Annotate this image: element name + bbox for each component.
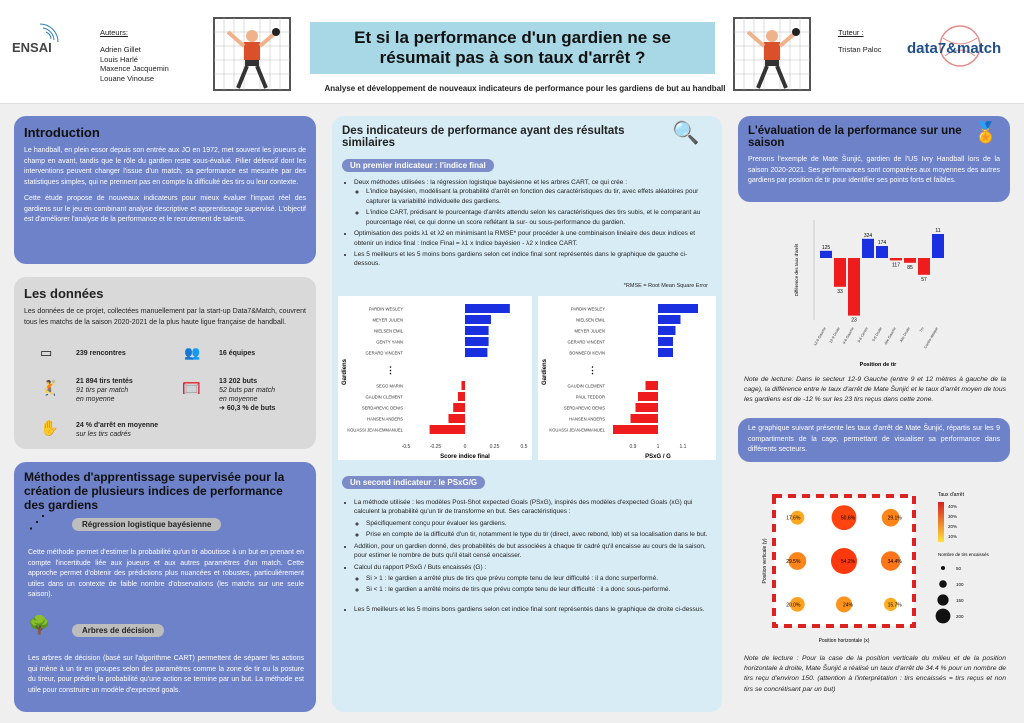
sector-count-0: 125 [821, 244, 831, 251]
tutor-block [838, 28, 882, 54]
bar-2 [465, 326, 489, 335]
chart-secteurs [790, 210, 950, 370]
bar-label-2: MEYER JULIEN [574, 328, 605, 334]
bar-label-6: PAUL TEDDOR [575, 394, 605, 400]
stat-buts-sub1: 52 buts par match [219, 387, 276, 395]
bar-4 [658, 348, 673, 357]
tutor-label: Tuteur : [838, 28, 864, 37]
xtick-4: 0.5 [520, 444, 528, 450]
x-axis-label: PSxG / G [645, 454, 671, 460]
methodes-card [14, 462, 316, 712]
bar-2 [658, 326, 676, 335]
magnifier-chart-icon: 🔍 [672, 120, 700, 145]
bar-label-7: SERDAREVIC DENIS [361, 405, 403, 411]
field-icon: ▭ [40, 345, 53, 360]
evaluation-p1: Prenons l'exemple de Mate Šunjić, gardien de l'US Ivry Handball lors de la saison 2020-2021. Ses performances sont comparées aux moyennes des autres gardiens par position de tir pour identifier ses points forts et faibles. [748, 156, 1000, 184]
bullet-2: • Optimisation des poids λ1 et λ2 en minimisant la RMSE* pour procéder à une combinaison linéaire des deux indices et obtenir un indice final : Indice Final = λ1 x Indice bayésien - λ2 x Indice CART. [354, 229, 712, 248]
stat-pct-buts: 60,3 % de buts [226, 405, 276, 413]
bar-label-1: NIELSEN EMIL [576, 317, 605, 323]
sector-bar-4 [876, 246, 888, 258]
sector-count-7: 57 [921, 276, 927, 283]
stat-arret-sub: sur les tirs cadrés [76, 431, 131, 439]
intro-p1: Le handball, en plein essor depuis son entrée aux JO en 1972, met souvent les joueurs de champ en avant, tandis que le rôle du gardien reste sous-évalué. Pilier défensif dont les interventions peuvent changer l'issue d'un match, sa performance est mesurée par des statistiques simples, qui ne prennent pas en compte la difficulté des tirs ou leur contexte. [24, 147, 306, 186]
indicateur-1-list [354, 178, 712, 269]
bar-6 [638, 392, 658, 401]
bar-9 [430, 425, 465, 434]
xtick-0: -0.5 [401, 444, 411, 450]
ellipsis-dots: ⋮ [386, 365, 395, 375]
sector-count-1: 33 [837, 288, 843, 295]
legend-size-dot-2 [937, 594, 948, 605]
sector-y-label: Différence des taux d'arrêt [794, 243, 799, 297]
ensai-logo-text: ENSAI [12, 40, 52, 55]
sector-bar-5 [890, 258, 902, 260]
bullet-1a: ◦ L'indice bayésien, modélisant la probabilité d'arrêt en fonction des caractéristiques du tir, avec effets aléatoires pour capturer la variabilité individuelle des gardiens. [366, 187, 712, 206]
bar-9 [613, 425, 658, 434]
evaluation-title: L'évaluation de la performance sur une saison [748, 125, 962, 149]
legend-size-dot-3 [936, 609, 951, 624]
chart-cage [760, 478, 1000, 648]
author-2: Louis Harlé [100, 54, 138, 64]
legend-color-bar [938, 502, 944, 542]
evaluation-p2: Le graphique suivant présente les taux d'arrêt de Mate Šunjić, répartis sur les 9 compartiments de la cage, permettant de visualiser sa performance dans différents secteurs. [748, 425, 1000, 453]
evaluation-box2 [738, 418, 1010, 462]
bar-label-9: KOUASSI JEAN-EMMANUEL [549, 427, 605, 433]
bullet-1: • Deux méthodes utilisées : la régression logistique bayésienne et les arbres CART, ce qui crée : ◦ L'indice bayésien, modélisant la probabilité d'arrêt en fonction des caractéristiques du tir, avec effets aléatoires pour capturer la variabilité individuelle des gardiens. ◦ L'indice CART, prédisant le pourcentage d'arrêts attendu selon les caractéristiques des tirs subis, et le comparant au pourcentage réel, ce qui donne un score reflétant la sur- ou sous-performance du gardien. [354, 178, 712, 227]
tutor-name: Tristan Paloc [838, 45, 882, 54]
bar-5 [646, 381, 659, 390]
legend-color-tick-1: 30% [948, 514, 958, 519]
bar-5 [461, 381, 465, 390]
bar-label-7: SERDAREVIC DENIS [563, 405, 605, 411]
cage-label-1: 50.6% [840, 515, 856, 522]
legend-size-tick-3: 200 [956, 614, 964, 619]
legend-color-tick-0: 40% [948, 504, 958, 509]
ellipsis-dots: ⋮ [588, 365, 597, 375]
bar-label-9: KOUASSI JEAN-EMMANUEL [347, 427, 403, 433]
bar-6 [458, 392, 465, 401]
bar-label-2: NIELSEN EMIL [374, 328, 403, 334]
sector-cat-0: 12-9 Gauche [813, 326, 827, 347]
sector-count-5: 117 [892, 262, 900, 269]
donnees-card [14, 277, 316, 449]
sector-cat-1: 12-9 Droite [828, 326, 841, 344]
xtick-2: 0 [463, 444, 467, 450]
sector-count-6: 85 [907, 264, 913, 271]
y-axis-label: Gardiens [542, 358, 548, 386]
shooter-icon: 🤾 [40, 380, 59, 397]
sector-count-3: 324 [863, 232, 873, 239]
sector-bar-6 [904, 258, 916, 263]
stat-tirs-main: 21 894 tirs tentés [76, 378, 133, 385]
legend-color-title: Taux d'arrêt [938, 492, 964, 498]
page-subtitle: Analyse et développement de nouveaux indicateurs de performance pour les gardiens de but au handball [324, 84, 726, 93]
glove-icon: ✋ [40, 420, 59, 437]
sector-count-4: 174 [877, 240, 887, 246]
bar-label-1: MEYER JULIEN [372, 317, 403, 323]
bar-8 [631, 414, 659, 423]
bar-label-8: HANSEN ANDERS [569, 416, 605, 422]
legend-size-tick-0: 50 [956, 566, 962, 571]
legend-size-title: Nombre de tirs encaissés [938, 552, 989, 557]
bullet-1b: ◦ L'indice CART, prédisant le pourcentage d'arrêts attendu selon les caractéristiques des tirs subis, et le comparant au pourcentage réel, ce qui donne un score reflétant la sur- ou sous-performance du gardien. [366, 208, 712, 227]
authors-block [100, 28, 169, 83]
header [0, 0, 1024, 104]
bar-7 [636, 403, 659, 412]
legend-color-tick-2: 20% [948, 524, 958, 529]
rmse-note: *RMSE = Root Mean Square Error [623, 283, 708, 289]
sector-cat-6: Aile Droite [899, 326, 911, 343]
indicateurs-title: Des indicateurs de performance ayant des résultats similaires [342, 125, 625, 149]
bar-7 [453, 403, 465, 412]
donnees-p: Les données de ce projet, collectées manuellement par la start-up Data7&Match, couvrent tous les matchs de la saison 2020-2021 de la plus haute ligue française de handball. [24, 308, 306, 326]
xtick-3: 0.25 [489, 444, 500, 450]
sector-bar-7 [918, 258, 930, 275]
bar-label-8: HANSEN ANDERS [367, 416, 403, 422]
intro-card [14, 116, 316, 264]
legend-size-dot-1 [939, 580, 947, 588]
cage-x-label: Position horizontale (x) [818, 638, 870, 644]
sector-cat-5: Aile Gauche [883, 326, 897, 346]
pill-indicateur-1: Un premier indicateur : l'indice final [342, 159, 494, 172]
author-4: Louane Vinouse [100, 73, 155, 83]
bar-1 [465, 315, 491, 324]
medal-icon: 🏅 [973, 122, 998, 144]
regression-p: Cette méthode permet d'estimer la probabilité qu'un tir aboutisse à un but en prenant en compte l'incertitude liée aux joueurs et aux autres paramètres d'un match. Cette approche permet d'obtenir des prédictions plus nuancées et robustes, particulièrement utiles dans un contexte de faible nombre d'observations (les matchs sur une seule saison). [28, 549, 304, 598]
cage-label-3: 29.5% [786, 559, 801, 565]
regression-icon: ⋰ [28, 512, 46, 532]
title-box [310, 22, 715, 74]
bar-0 [465, 304, 510, 313]
stat-buts-sub2: en moyenne [219, 396, 258, 404]
goalkeeper-illustration-right [732, 12, 812, 92]
tree-p: Les arbres de décision (basé sur l'algorithme CART) permettent de séparer les actions qui mène à un tir en groupes selon des paramètres comme la zone de tir ou la posture du tireur, pour prédire la probabilité qu'une action se termine par un but. La méthode est utile pour construire un modèle d'expected goals. [28, 655, 304, 694]
bullet-3: • Les 5 meilleurs et les 5 moins bons gardiens selon cet indice final sont représentés dans le graphique de gauche ci-dessous. [354, 250, 712, 269]
cage-label-7: 24% [842, 602, 854, 609]
legend-size-tick-2: 150 [956, 598, 964, 603]
evaluation-card [738, 116, 1010, 202]
stat-tirs-sub1: 91 tirs par match [76, 387, 129, 395]
data7match-logo-text: data7&match [907, 40, 1002, 57]
methodes-title: Méthodes d'apprentissage supervisée pour la création de plusieurs indices de performance des gardiens [24, 470, 285, 512]
intro-p2: Cette étude propose de nouveaux indicateurs pour mieux évaluer l'impact réel des gardiens sur le jeu en combinant analyse descriptive et apprentissage supervisé. L'objectif est d'améliorer l'analyse de la performance et le recrutement de talents. [24, 195, 306, 223]
cage-label-0: 17.6% [786, 515, 801, 522]
author-3: Maxence Jacquemin [100, 64, 169, 74]
regression-label: Régression logistique bayésienne [72, 518, 221, 531]
donnees-title: Les données [24, 286, 104, 301]
sector-count-8: 11 [935, 228, 941, 234]
evaluation-note1: Note de lecture: Dans le secteur 12-9 Gauche (entre 9 et 12 mètres à gauche de la cage), la différence entre le taux d'arrêt de Mate Šunjić et le taux d'arrêt moyen de tous les gardiens est de -12 % sur les 23 tirs reçus dans cette zone. [744, 376, 1006, 404]
authors-label: Auteurs: [100, 28, 128, 37]
tree-icon: 🌳 [28, 615, 51, 635]
bullet-c2: • Addition, pour un gardien donné, des probabilités de but associées à chaque tir cadré qu'il encaisse au cours de la saison, pour estimer le nombre de buts qu'il était censé encaisser. [354, 542, 716, 561]
stat-arret [76, 421, 158, 439]
xtick-0: 0.9 [629, 444, 637, 450]
bar-label-0: PARDIN WESLEY [570, 306, 605, 312]
arrow-icon: ➜ [219, 405, 227, 413]
bar-label-5: GAUDIN CLEMENT [567, 383, 605, 389]
page-title-line2: résumait pas à son taux d'arrêt ? [379, 48, 646, 67]
chart-indice-final [338, 296, 532, 460]
x-axis-label: Score indice final [440, 454, 490, 460]
sector-cat-3: 9-6 Centre [856, 326, 869, 344]
stat-buts-main: 13 202 buts [219, 378, 258, 385]
bar-label-4: GERARD VINCENT [365, 350, 403, 356]
intro-title: Introduction [24, 125, 100, 140]
page-title-line1: Et si la performance d'un gardien ne se [354, 28, 671, 47]
data7match-logo [905, 22, 1015, 72]
bar-1 [658, 315, 681, 324]
sector-cat-2: 9-6 Gauche [842, 326, 855, 345]
sector-x-label: Position de tir [859, 362, 897, 368]
bullet-c3: • Calcul du rapport PSxG / Buts encaissés (G) : [354, 563, 716, 572]
bullet-c4: • Les 5 meilleurs et les 5 moins bons gardiens selon cet indice final sont représentés dans le graphique de droite ci-dessus. [354, 605, 716, 614]
stat-tirs-sub2: en moyenne [76, 396, 115, 404]
sector-cat-7: 7m [918, 326, 925, 333]
sector-bar-8 [932, 234, 944, 258]
bullet-c1a: ◦ Spécifiquement conçu pour évaluer les gardiens. [366, 519, 716, 528]
sector-bar-1 [834, 258, 846, 287]
sector-count-2: 23 [851, 317, 857, 324]
sector-bar-0 [820, 251, 832, 258]
goalkeeper-illustration-left [212, 12, 292, 92]
bar-3 [465, 337, 489, 346]
bar-4 [465, 348, 487, 357]
indicateurs-card [332, 116, 722, 712]
tree-label: Arbres de décision [72, 624, 164, 637]
team-icon: 👥 [184, 345, 201, 360]
evaluation-note2: Note de lecture : Pour la case de la position verticale du milieu et de la position horizontale à droite, Mate Šunjić a réalisé un taux d'arrêt de 34.4 % pour un nombre de tirs reçu d'environ 150. (attention à l'interprétation : tirs encaissés = tirs reçus et non tirs se concrétisant par un but) [744, 655, 1006, 693]
bullet-c1b: ◦ Prise en compte de la difficulté d'un tir, notamment le type du tir (direct, avec rebond, lob) et sa localisation dans le but. [366, 530, 716, 539]
cage-label-8: 15.7% [887, 602, 902, 609]
bar-label-5: SEGO MARIN [376, 383, 403, 389]
stat-equipes: 16 équipes [219, 350, 256, 357]
author-1: Adrien Gillet [100, 45, 141, 55]
bullet-c1: • La méthode utilisée : les modèles Post-Shot expected Goals (PSxG), inspirés des modèles d'expected Goals (xG) qui calculent la probabilité qu'un tir de transforme en but. Ses caractéristiques : [354, 498, 716, 517]
goal-net-icon: 🥅 [182, 380, 201, 397]
ensai-logo [10, 18, 80, 68]
xtick-1: 1 [656, 444, 660, 450]
pill-indicateur-2: Un second indicateur : le PSxG/G [342, 476, 485, 489]
bar-label-3: GENTY YANN [376, 339, 403, 345]
bullet-c3b: ◦ Si < 1 : le gardien a arrêté moins de tirs que prévu compte tenu de leur difficulté : il a donc sous-performé. [366, 585, 716, 594]
bar-label-0: PARDIN WESLEY [368, 306, 403, 312]
bar-3 [658, 337, 673, 346]
stat-rencontres: 239 rencontres [76, 350, 126, 357]
legend-color-tick-3: 10% [948, 534, 958, 539]
stat-tirs [76, 377, 133, 404]
sector-bar-2 [848, 258, 860, 316]
bullet-c3a: ◦ Si > 1 : le gardien a arrêté plus de tirs que prévu compte tenu de leur difficulté : il a donc surperformé. [366, 574, 716, 583]
stat-arret-main: 24 % d'arrêt en moyenne [76, 422, 159, 429]
cage-label-4: 54.2% [840, 559, 856, 565]
bar-label-4: BONNEFOI KEVIN [569, 350, 605, 356]
sector-cat-8: Contre-attaque [923, 326, 939, 350]
bar-8 [448, 414, 465, 423]
y-axis-label: Gardiens [342, 358, 348, 386]
chart-psxg [538, 296, 716, 460]
bar-label-3: GERARD VINCENT [567, 339, 605, 345]
bar-label-6: GAUDIN CLEMENT [365, 394, 403, 400]
stat-buts [219, 377, 275, 413]
xtick-1: -0.25 [429, 444, 442, 450]
legend-size-dot-0 [941, 566, 945, 570]
legend-size-tick-1: 100 [956, 582, 964, 587]
indicateur-2-list [354, 498, 716, 616]
sector-cat-4: 9-6 Droite [871, 326, 883, 343]
sector-bar-3 [862, 239, 874, 258]
cage-label-5: 34.4% [887, 559, 902, 565]
bar-0 [658, 304, 698, 313]
cage-label-6: 20.0% [786, 602, 801, 609]
cage-label-2: 29.1% [887, 515, 902, 522]
xtick-2: 1.1 [679, 444, 687, 450]
cage-y-label: Position verticale (y) [762, 538, 768, 584]
